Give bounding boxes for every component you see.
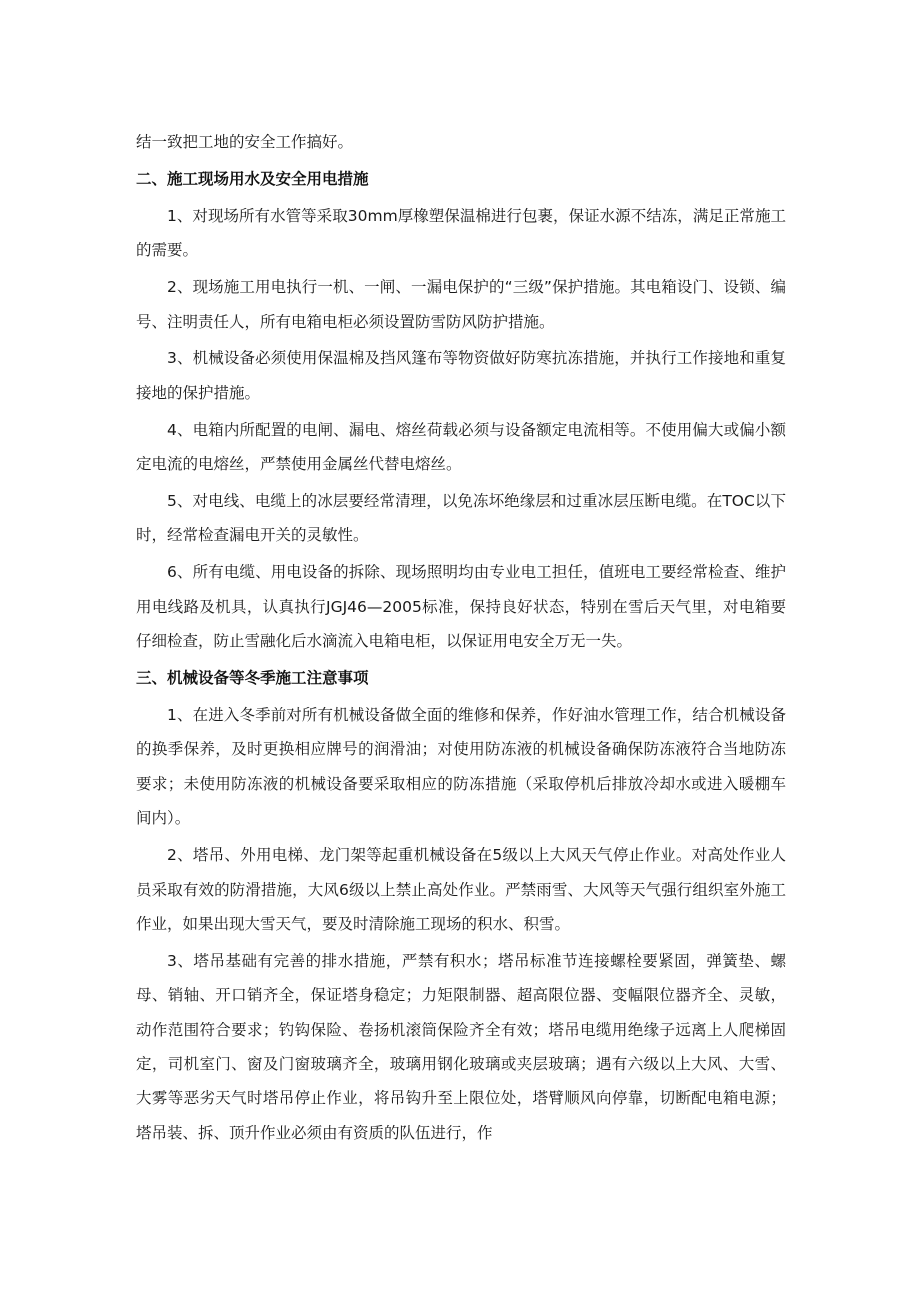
section-2-item-4: 4、电箱内所配置的电闸、漏电、熔丝荷载必须与设备额定电流相等。不使用偏大或偏小额定电流的电熔丝，严禁使用金属丝代替电熔丝。 (136, 420, 786, 474)
section-3-item-2: 2、塔吊、外用电梯、龙门架等起重机械设备在5级以上大风天气停止作业。对高处作业人员采取有效的防滑措施，大风6级以上禁止高处作业。严禁雨雪、大风等天气强行组织室外施工作业，如果出现大雪天气，要及时清除施工现场的积水、积雪。 (136, 846, 786, 933)
section-3-item-3: 3、塔吊基础有完善的排水措施，严禁有积水；塔吊标准节连接螺栓要紧固，弹簧垫、螺母、销轴、开口销齐全，保证塔身稳定；力矩限制器、超高限位器、变幅限位器齐全、灵敏，动作范围符合要求；钓钩保险、卷扬机滚筒保险齐全有效；塔吊电缆用绝缘子远离上人爬梯固定，司机室门、窗及门窗玻璃齐全，玻璃用钢化玻璃或夹层玻璃；遇有六级以上大风、大雪、大雾等恶劣天气时塔吊停止作业，将吊钩升至上限位处，塔臂顺风向停靠，切断配电箱电源；塔吊装、拆、顶升作业必须由有资质的队伍进行，作 (136, 951, 786, 1142)
section-2-item-2: 2、现场施工用电执行一机、一闸、一漏电保护的“三级”保护措施。其电箱设门、设锁、编号、注明责任人，所有电箱电柜必须设置防雪防风防护措施。 (136, 278, 786, 331)
section-2-item-5: 5、对电线、电缆上的冰层要经常清理，以免冻坏绝缘层和过重冰层压断电缆。在TOC以下时，经常检查漏电开关的灵敏性。 (136, 492, 786, 545)
section-2-heading: 二、施工现场用水及安全用电措施 (136, 169, 369, 188)
section-3-heading: 三、机械设备等冬季施工注意事项 (136, 669, 369, 688)
section-3-item-1: 1、在进入冬季前对所有机械设备做全面的维修和保养，作好油水管理工作，结合机械设备的换季保养，及时更换相应牌号的润滑油；对使用防冻液的机械设备确保防冻液符合当地防冻要求；未使用防冻液的机械设备要采取相应的防冻措施（采取停机后排放冷却水或进入暖棚车间内）。 (136, 706, 786, 828)
section-2-item-1: 1、对现场所有水管等采取30mm厚橡塑保温棉进行包裹，保证水源不结冻，满足正常施工的需要。 (136, 206, 786, 260)
intro-continuation: 结一致把工地的安全工作搞好。 (136, 133, 354, 151)
section-2-item-6: 6、所有电缆、用电设备的拆除、现场照明均由专业电工担任，值班电工要经常检查、维护用电线路及机具，认真执行JGJ46—2005标准，保持良好状态，特别在雪后天气里，对电箱要仔细检查，防止雪融化后水滴流入电箱电柜，以保证用电安全万无一失。 (136, 563, 786, 651)
document-page (136, 125, 786, 1153)
section-2-item-3: 3、机械设备必须使用保温棉及挡风篷布等物资做好防寒抗冻措施，并执行工作接地和重复接地的保护措施。 (136, 349, 786, 402)
